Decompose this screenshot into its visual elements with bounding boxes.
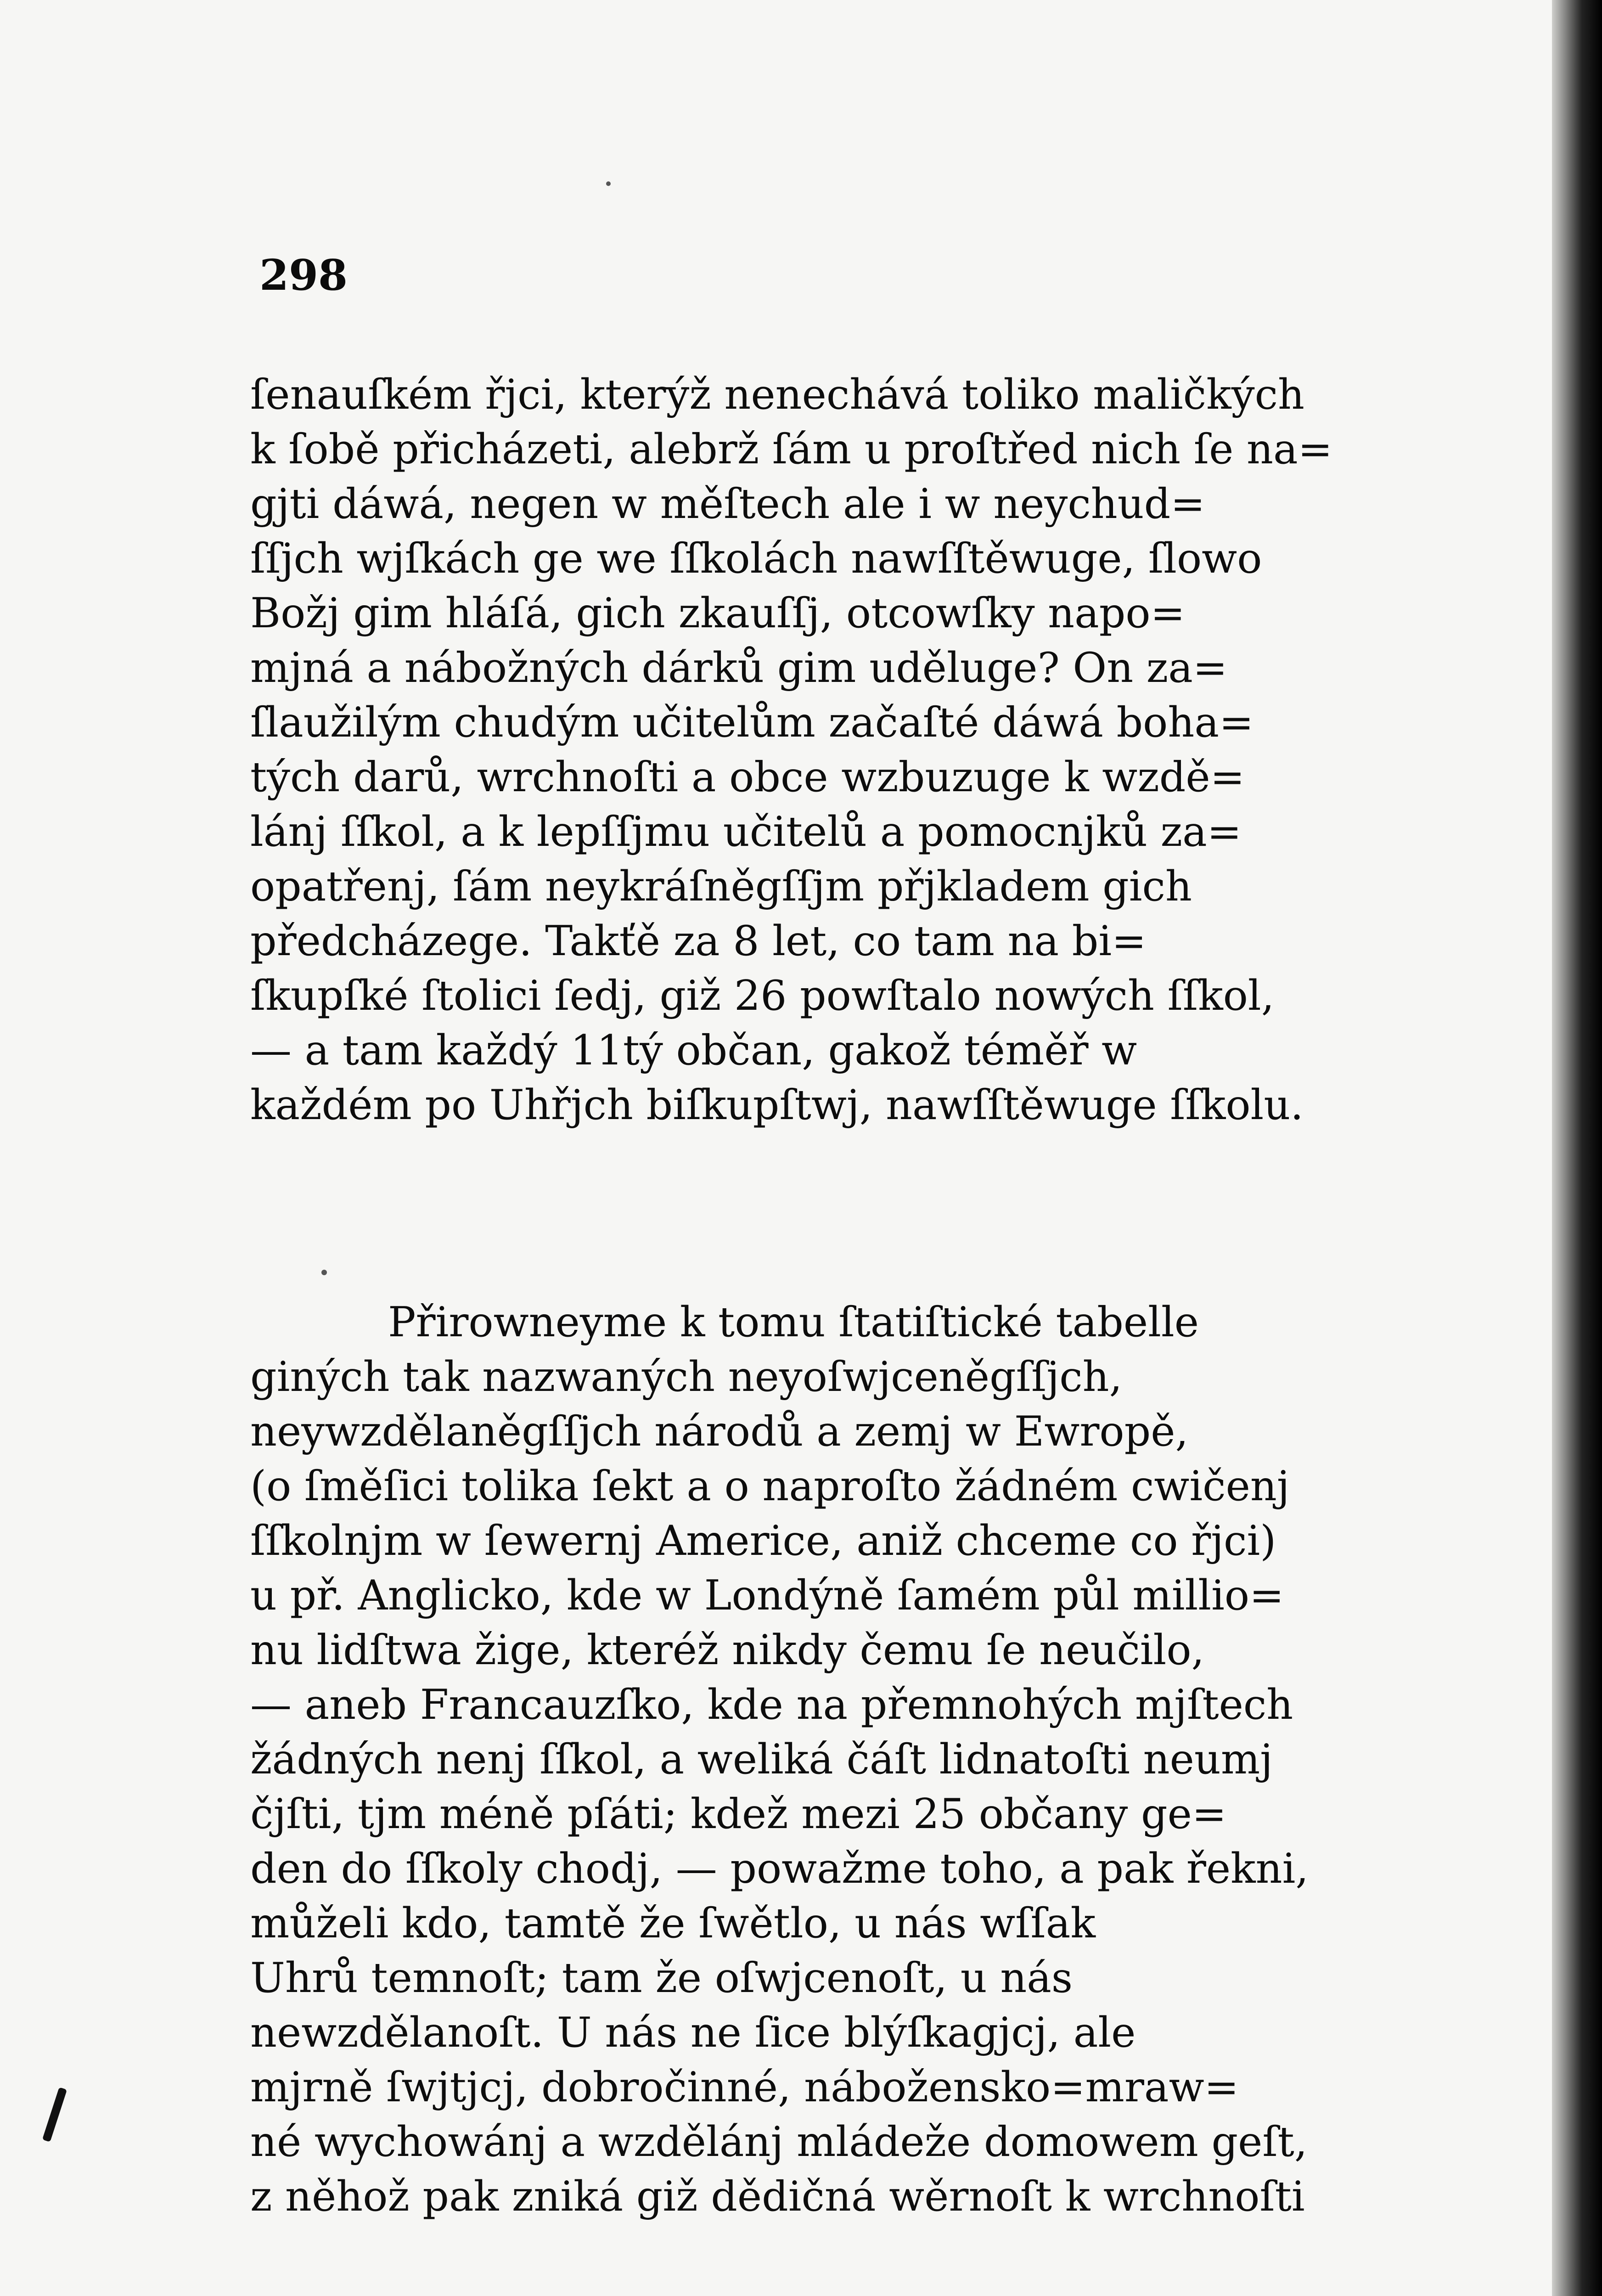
page-number: 298: [259, 250, 348, 300]
text-line: z něhož pak zniká giž dědičná wěrnoſt k wrchnoſti: [250, 2172, 1305, 2221]
text-line: opatřenj, ſám neykráſněgſſjm přjkladem gich: [250, 862, 1192, 911]
text-line: nu lidſtwa žige, kteréž nikdy čemu ſe neučilo,: [250, 1626, 1205, 1674]
text-line: čjſti, tjm méně pſáti; kdež mezi 25 občany ge=: [250, 1790, 1227, 1838]
text-line: u př. Anglicko, kde w Londýně ſamém půl millio=: [250, 1571, 1284, 1620]
text-line: ſſjch wjſkách ge we ſſkolách nawſſtěwuge, ſlowo: [250, 535, 1262, 583]
text-line: — aneb Francauzſko, kde na přemnohých mjſtech: [250, 1681, 1293, 1729]
text-line: ſkupſké ſtolici ſedj, giž 26 powſtalo nowých ſſkol,: [250, 972, 1275, 1020]
text-line: newzdělanoſt. U nás ne ſice blýſkagjcj, ale: [250, 2009, 1136, 2057]
paragraph-2: [250, 1295, 1352, 2224]
text-line: lánj ſſkol, a k lepſſjmu učitelů a pomocnjků za=: [250, 808, 1242, 856]
text-line: Božj gim hláſá, gich zkauſſj, otcowſky napo=: [250, 589, 1185, 637]
text-line: ſlaužilým chudým učitelům začaſté dáwá boha=: [250, 698, 1254, 747]
text-line: můželi kdo, tamtě že ſwětlo, u nás wſſak: [250, 1899, 1096, 1947]
text-line: Uhrů temnoſt; tam že oſwjcenoſt, u nás: [250, 1954, 1073, 2002]
text-line: žádných nenj ſſkol, a weliká čáſt lidnatoſti neumj: [250, 1735, 1273, 1784]
paper-speck: [321, 1270, 327, 1275]
text-line: k ſobě přicházeti, alebrž ſám u proſtřed nich ſe na=: [250, 425, 1333, 473]
text-line: ſenauſkém řjci, kterýž nenechává toliko maličkých: [250, 371, 1304, 419]
text-line: den do ſſkoly chodj, — powažme toho, a pak řekni,: [250, 1845, 1309, 1893]
text-line: né wychowánj a wzdělánj mládeže domowem geſt,: [250, 2118, 1308, 2166]
text-line: neywzdělaněgſſjch národů a zemj w Ewropě,: [250, 1407, 1189, 1456]
paragraph-1: [250, 367, 1352, 1132]
paper-speck: [606, 181, 611, 186]
text-line: mjná a nábožných dárků gim uděluge? On za=: [250, 644, 1228, 692]
text-line: (o ſměſici tolika ſekt a o naproſto žádném cwičenj: [250, 1462, 1290, 1510]
text-line: — a tam každý 11tý občan, gakož téměř w: [250, 1026, 1137, 1075]
pencil-mark: [42, 2087, 67, 2142]
text-line: tých darů, wrchnoſti a obce wzbuzuge k wzdě=: [250, 753, 1245, 801]
text-line: mjrně ſwjtjcj, dobročinné, nábožensko=mraw=: [250, 2063, 1239, 2111]
text-line: každém po Uhřjch biſkupſtwj, nawſſtěwuge ſſkolu.: [250, 1081, 1304, 1129]
page-edge-shadow: [1552, 0, 1602, 2296]
text-line: giných tak nazwaných neyoſwjceněgſſjch,: [250, 1353, 1123, 1401]
text-line: ſſkolnjm w ſewernj Americe, aniž chceme co řjci): [250, 1517, 1276, 1565]
text-line: Přirowneyme k tomu ſtatiſtické tabelle: [388, 1298, 1199, 1346]
text-line: předcházege. Takťě za 8 let, co tam na bi=: [250, 917, 1147, 965]
text-line: gjti dáwá, negen w měſtech ale i w neychud=: [250, 480, 1205, 528]
